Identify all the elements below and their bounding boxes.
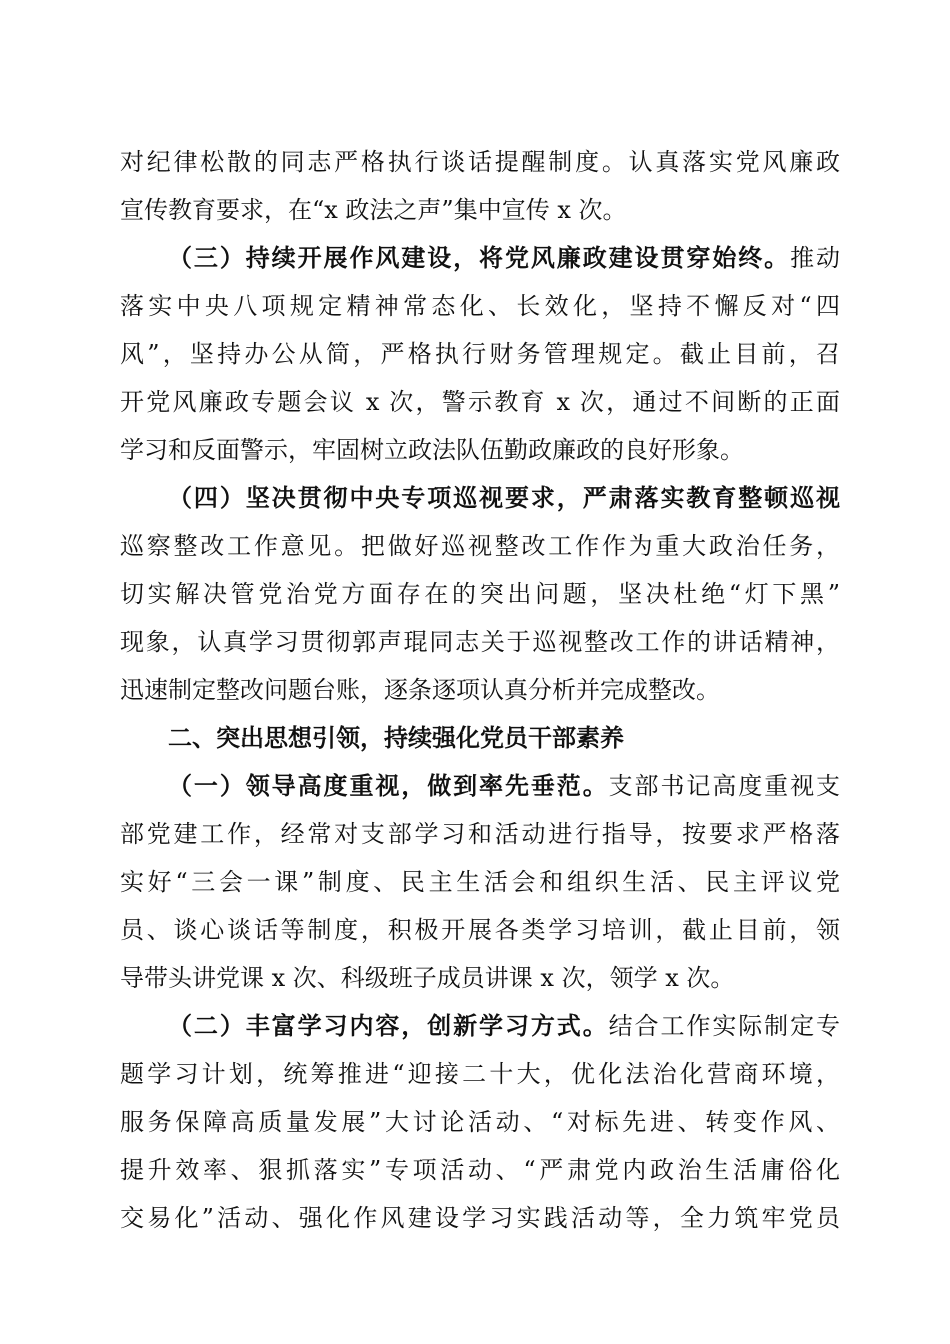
p5-first-rest: 结合工作实际制定专 bbox=[608, 1012, 840, 1040]
p5-lead: （二）丰富学习内容，创新学习方式。 bbox=[168, 1011, 609, 1040]
p2-line-1 bbox=[168, 240, 840, 276]
p5-line-1 bbox=[168, 1008, 840, 1044]
p3-line-5: 迅速制定整改问题台账，逐条逐项认真分析并完成整改。 bbox=[120, 676, 720, 704]
p5-line-4: 提升效率、狠抓落实”专项活动、“严肃党内政治生活庸俗化 bbox=[120, 1156, 840, 1184]
p5-line-3: 服务保障高质量发展”大讨论活动、“对标先进、转变作风、 bbox=[120, 1108, 840, 1136]
p5-line-2: 题学习计划，统筹推进“迎接二十大，优化法治化营商环境， bbox=[120, 1060, 840, 1088]
p4-line-2: 部党建工作，经常对支部学习和活动进行指导，按要求严格落 bbox=[120, 820, 840, 848]
p4-line-1 bbox=[168, 768, 840, 804]
p2-line-5: 学习和反面警示，牢固树立政法队伍勤政廉政的良好形象。 bbox=[120, 436, 744, 464]
p1-line-2: 宣传教育要求，在“x 政法之声”集中宣传 x 次。 bbox=[120, 196, 627, 224]
p2-lead: （三）持续开展作风建设，将党风廉政建设贯穿始终。 bbox=[168, 243, 791, 272]
section-heading-2: 二、突出思想引领，持续强化党员干部素养 bbox=[168, 724, 624, 752]
p3-line-4: 现象，认真学习贯彻郭声琨同志关于巡视整改工作的讲话精神， bbox=[120, 628, 840, 656]
p3-line-1 bbox=[168, 480, 840, 516]
p2-line-2: 落实中央八项规定精神常态化、长效化，坚持不懈反对“四 bbox=[120, 292, 840, 320]
p4-first-rest: 支部书记高度重视支 bbox=[608, 772, 840, 800]
p4-line-4: 员、谈心谈话等制度，积极开展各类学习培训，截止目前，领 bbox=[120, 916, 840, 944]
p2-first-rest: 推动 bbox=[790, 244, 840, 272]
p5-line-5: 交易化”活动、强化作风建设学习实践活动等，全力筑牢党员 bbox=[120, 1204, 840, 1232]
p2-line-4: 开党风廉政专题会议 x 次，警示教育 x 次，通过不间断的正面 bbox=[120, 388, 840, 416]
p3-line-2: 巡察整改工作意见。把做好巡视整改工作作为重大政治任务， bbox=[120, 532, 840, 560]
p3-line-3: 切实解决管党治党方面存在的突出问题，坚决杜绝“灯下黑” bbox=[120, 580, 840, 608]
p4-line-5: 导带头讲党课 x 次、科级班子成员讲课 x 次，领学 x 次。 bbox=[120, 964, 735, 992]
p4-lead: （一）领导高度重视，做到率先垂范。 bbox=[168, 771, 609, 800]
p4-line-3: 实好“三会一课”制度、民主生活会和组织生活、民主评议党 bbox=[120, 868, 840, 896]
p2-line-3: 风”，坚持办公从简，严格执行财务管理规定。截止目前，召 bbox=[120, 340, 840, 368]
p3-lead: （四）坚决贯彻中央专项巡视要求，严肃落实教育整顿巡视 bbox=[168, 483, 840, 512]
p1-line-1: 对纪律松散的同志严格执行谈话提醒制度。认真落实党风廉政 bbox=[120, 148, 840, 176]
